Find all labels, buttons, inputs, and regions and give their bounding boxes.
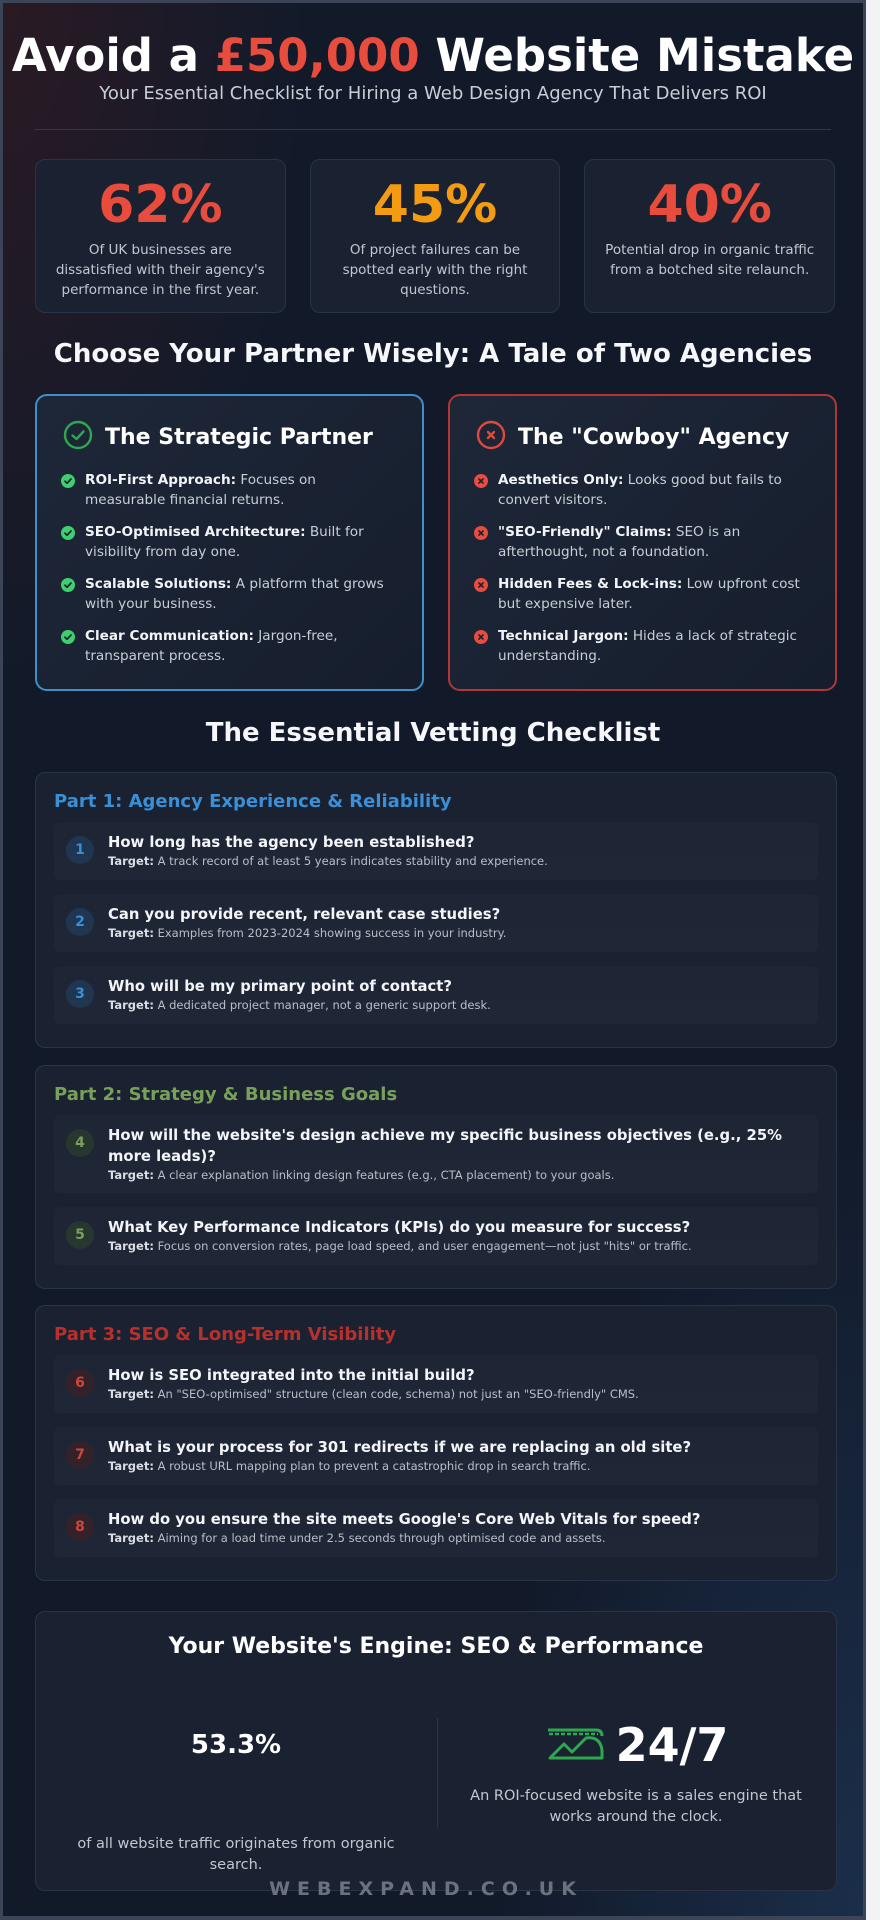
title-prefix: Avoid a: [11, 29, 215, 82]
stat-card: [310, 159, 561, 313]
stat-value: 62%: [98, 175, 223, 235]
x-bullet-icon: [474, 577, 488, 614]
question-target: Target: A dedicated project manager, not a generic support desk.: [108, 998, 491, 1012]
list-item: [61, 522, 398, 562]
hero-subtitle: Your Essential Checklist for Hiring a Web Design Agency That Delivers ROI: [99, 83, 767, 104]
checklist-part-2: [35, 1065, 837, 1289]
question-text: Can you provide recent, relevant case studies?: [108, 906, 501, 923]
checklist-part-1: [35, 772, 837, 1048]
card-title: The "Cowboy" Agency: [518, 424, 790, 450]
question-target: Target: Focus on conversion rates, page load speed, and user engagement—not just "hits" or traffic.: [108, 1239, 692, 1253]
list-item: [474, 470, 811, 510]
list-item: [61, 626, 398, 666]
checklist-question: [54, 1427, 818, 1485]
trend-chart-icon: [546, 1726, 604, 1764]
part-title: Part 1: Agency Experience & Reliability: [54, 791, 452, 812]
always-on-text: An ROI-focused website is a sales engine that works around the clock.: [470, 1788, 802, 1825]
question-number-badge: 2: [66, 908, 94, 936]
check-bullet-icon: [61, 629, 75, 666]
engine-title: Your Website's Engine: SEO & Performance: [168, 1634, 704, 1659]
check-bullet-icon: [61, 525, 75, 562]
list-item: [61, 470, 398, 510]
checklist-question: [54, 1355, 818, 1413]
question-number-badge: 8: [66, 1513, 94, 1541]
x-bullet-icon: [474, 525, 488, 562]
stat-text: Of UK businesses are dissatisfied with their agency's performance in the first year.: [55, 242, 265, 298]
checklist-question: [54, 1499, 818, 1557]
stat-card: [35, 159, 286, 313]
comparison-row: [35, 394, 837, 691]
item-text: Hidden Fees & Lock-ins: Low upfront cost but expensive later.: [498, 576, 800, 612]
check-circle-icon: [63, 420, 93, 454]
question-target: Target: Examples from 2023-2024 showing success in your industry.: [108, 926, 507, 940]
check-bullet-icon: [61, 473, 75, 510]
checklist-title: The Essential Vetting Checklist: [205, 718, 661, 748]
organic-traffic-text: of all website traffic originates from organic search.: [77, 1836, 395, 1873]
organic-traffic-value: 53.3%: [190, 1730, 282, 1760]
title-suffix: Website Mistake: [419, 29, 855, 82]
stat-text: Potential drop in organic traffic from a botched site relaunch.: [605, 242, 815, 278]
question-target: Target: An "SEO-optimised" structure (clean code, schema) not just an "SEO-friendly" CMS.: [108, 1387, 639, 1401]
title-accent-amount: £50,000: [214, 29, 420, 82]
item-text: ROI-First Approach: Focuses on measurable financial returns.: [85, 472, 316, 508]
question-text: How do you ensure the site meets Google's Core Web Vitals for speed?: [108, 1511, 701, 1528]
question-text: Who will be my primary point of contact?: [108, 978, 452, 995]
question-target: Target: A clear explanation linking design features (e.g., CTA placement) to your goals.: [108, 1168, 615, 1182]
question-target: Target: Aiming for a load time under 2.5 seconds through optimised code and assets.: [108, 1531, 606, 1545]
item-text: Technical Jargon: Hides a lack of strategic understanding.: [498, 628, 797, 664]
cowboy-agency-card: [448, 394, 837, 691]
question-number-badge: 4: [66, 1129, 94, 1157]
stat-value: 40%: [647, 175, 772, 235]
always-on-header: [437, 1718, 837, 1772]
checklist-part-3: [35, 1305, 837, 1581]
stats-row: [35, 159, 835, 313]
question-text: What is your process for 301 redirects if we are replacing an old site?: [108, 1439, 692, 1456]
x-bullet-icon: [474, 473, 488, 510]
question-text: What Key Performance Indicators (KPIs) do you measure for success?: [108, 1219, 691, 1236]
x-circle-icon: [476, 420, 506, 454]
checklist-question: [54, 966, 818, 1024]
list-item: [61, 574, 398, 614]
question-target: Target: A track record of at least 5 years indicates stability and experience.: [108, 854, 548, 868]
comparison-title: Choose Your Partner Wisely: A Tale of Two Agencies: [53, 339, 813, 369]
item-text: Clear Communication: Jargon-free, transparent process.: [85, 628, 338, 664]
card-header: [474, 420, 811, 454]
engine-panel: [35, 1611, 837, 1891]
x-bullet-icon: [474, 629, 488, 666]
checklist-question: [54, 894, 818, 952]
part-title: Part 3: SEO & Long-Term Visibility: [54, 1324, 397, 1345]
item-text: "SEO-Friendly" Claims: SEO is an afterthought, not a foundation.: [498, 524, 741, 560]
item-text: Scalable Solutions: A platform that grows with your business.: [85, 576, 384, 612]
card-header: [61, 420, 398, 454]
list-item: [474, 522, 811, 562]
list-item: [474, 626, 811, 666]
part-title: Part 2: Strategy & Business Goals: [54, 1084, 398, 1105]
card-title: The Strategic Partner: [105, 424, 373, 450]
checklist-question: [54, 822, 818, 880]
item-text: Aesthetics Only: Looks good but fails to convert visitors.: [498, 472, 782, 508]
item-text: SEO-Optimised Architecture: Built for visibility from day one.: [85, 524, 364, 560]
strategic-partner-card: [35, 394, 424, 691]
checklist-question: [54, 1207, 818, 1265]
question-text: How will the website's design achieve my specific business objectives (e.g., 25% more leads)?: [108, 1127, 782, 1165]
question-text: How is SEO integrated into the initial build?: [108, 1367, 475, 1384]
always-on-value: 24/7: [615, 1718, 729, 1772]
question-number-badge: 6: [66, 1369, 94, 1397]
divider: [35, 129, 831, 130]
watermark: WEBEXPAND.CO.UK: [269, 1878, 583, 1900]
list-item: [474, 574, 811, 614]
stat-card: [584, 159, 835, 313]
question-number-badge: 1: [66, 836, 94, 864]
hero-title: [3, 29, 863, 82]
check-bullet-icon: [61, 577, 75, 614]
stat-value: 45%: [372, 175, 498, 235]
question-number-badge: 5: [66, 1221, 94, 1249]
question-number-badge: 3: [66, 980, 94, 1008]
question-number-badge: 7: [66, 1441, 94, 1469]
question-text: How long has the agency been established?: [108, 834, 475, 851]
checklist-question: [54, 1115, 818, 1193]
question-target: Target: A robust URL mapping plan to prevent a catastrophic drop in search traffic.: [108, 1459, 591, 1473]
stat-text: Of project failures can be spotted early with the right questions.: [342, 242, 528, 298]
